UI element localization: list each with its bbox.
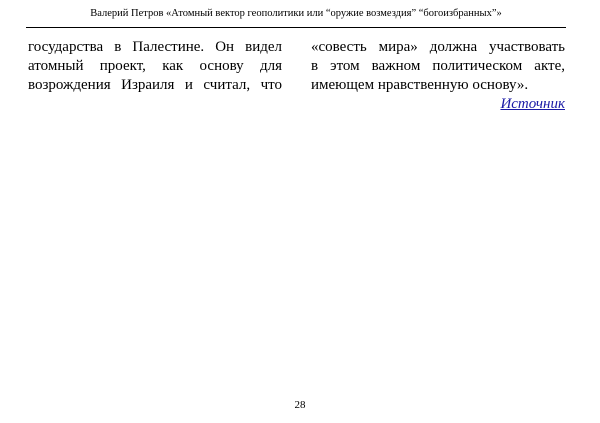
text-line: государства в Палестине. Он видел [28, 39, 282, 55]
source-link-line [311, 95, 565, 114]
right-column [311, 38, 565, 114]
text-line: имеющем нравственную основу». [311, 77, 529, 93]
text-line: в этом важном политическом акте, [311, 58, 565, 74]
left-column [28, 38, 282, 95]
page-number: 28 [294, 399, 306, 411]
source-link[interactable]: Источник [500, 96, 565, 112]
running-header [26, 4, 566, 28]
text-line: «совесть мира» должна участвовать [311, 39, 565, 55]
running-header-text: Валерий Петров «Атомный вектор геополитики или “оружие возмездия” “богоизбранных”» [90, 8, 502, 19]
text-line: атомный проект, как основу для [28, 58, 282, 74]
text-line: возрождения Израиля и считал, что [28, 77, 282, 93]
